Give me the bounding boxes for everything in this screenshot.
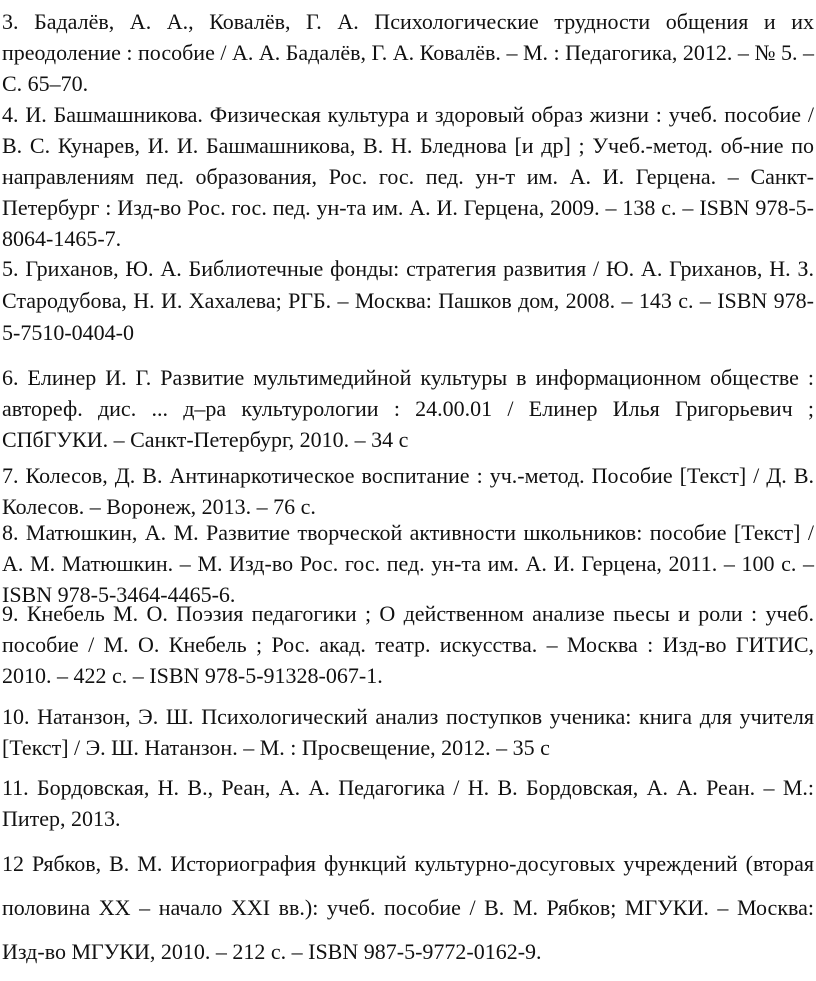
reference-entry-11: 11. Бордовская, Н. В., Реан, А. А. Педагогика / Н. В. Бордовская, А. А. Реан. – М.: Питер, 2013. [2,775,814,831]
reference-entry-8: 8. Матюшкин, А. М. Развитие творческой активности школьников: пособие [Текст] / А. М. Матюшкин. – М. Изд-во Рос. гос. пед. ун-та им. А. И. Герцена, 2011. – 100 с. – ISBN 978-5-3464-4465-6. [2,520,814,607]
reference-entry-12: 12 Рябков, В. М. Историография функций культурно-досуговых учреждений (вторая половина XX – начало XXI вв.): учеб. пособие / В. М. Рябков; МГУКИ. – Москва: Изд-во МГУКИ, 2010. – 212 с. – ISBN 987-5-9772-0162-9. [2,851,814,964]
reference-entry-9: 9. Кнебель М. О. Поэзия педагогики ; О действенном анализе пьесы и роли : учеб. пособие / М. О. Кнебель ; Рос. акад. театр. искусства. – Москва : Изд-во ГИТИС, 2010. – 422 с. – ISBN 978-5-91328-067-1. [2,601,814,688]
reference-entry-4: 4. И. Башмашникова. Физическая культура и здоровый образ жизни : учеб. пособие / В. С. Кунарев, И. И. Башмашникова, В. Н. Бледнова [и др] ; Учеб.-метод. об-ние по направлениям пед. образования, Рос. гос. пед. ун-т им. А. И. Герцена. – Санкт-Петербург : Изд-во Рос. гос. пед. ун-та им. А. И. Герцена, 2009. – 138 с. – ISBN 978-5-8064-1465-7. [2,102,814,251]
reference-entry-10: 10. Натанзон, Э. Ш. Психологический анализ поступков ученика: книга для учителя [Текст] / Э. Ш. Натанзон. – М. : Просвещение, 2012. – 35 с [2,704,814,760]
reference-entry-7: 7. Колесов, Д. В. Антинаркотическое воспитание : уч.-метод. Пособие [Текст] / Д. В. Колесов. – Воронеж, 2013. – 76 с. [2,463,814,519]
reference-entry-3: 3. Бадалёв, А. А., Ковалёв, Г. А. Психологические трудности общения и их преодоление : пособие / А. А. Бадалёв, Г. А. Ковалёв. – М. : Педагогика, 2012. – № 5. – С. 65–70. [2,9,814,96]
reference-entry-6: 6. Елинер И. Г. Развитие мультимедийной культуры в информационном обществе : автореф. дис. ... д–ра культурологии : 24.00.01 / Елинер Илья Григорьевич ; СПбГУКИ. – Санкт-Петербург, 2010. – 34 с [2,365,814,452]
reference-entry-5: 5. Гриханов, Ю. А. Библиотечные фонды: стратегия развития / Ю. А. Гриханов, Н. З. Стародубова, Н. И. Хахалева; РГБ. – Москва: Пашков дом, 2008. – 143 с. – ISBN 978-5-7510-0404-0 [2,256,814,345]
